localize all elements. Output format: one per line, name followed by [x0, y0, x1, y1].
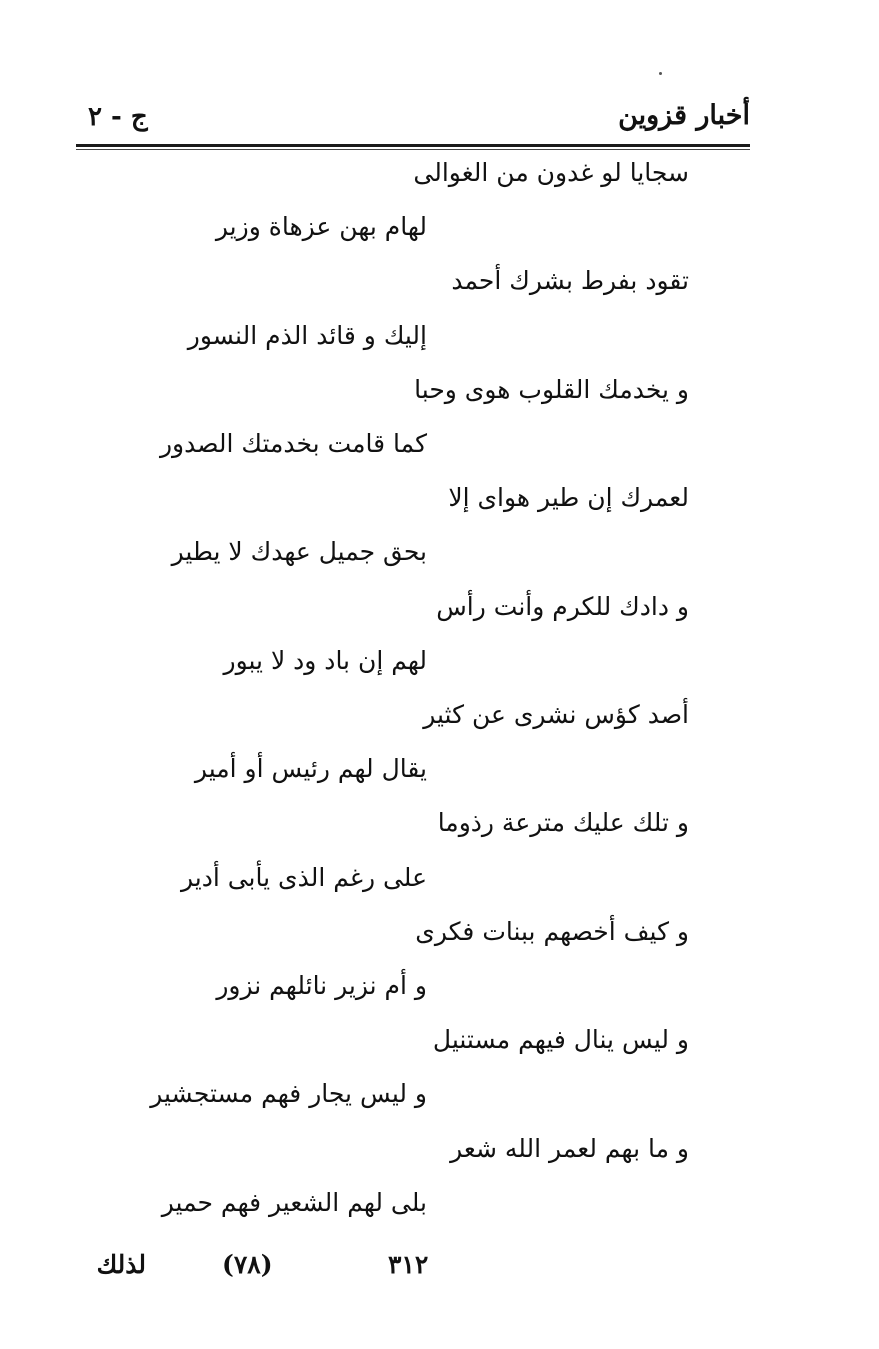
verse-line: و تلك عليك مترعة رذوما: [437, 808, 689, 837]
book-title: أخبار قزوين: [618, 100, 750, 131]
running-head: [78, 100, 750, 140]
header-rule-thin: [76, 149, 750, 150]
signature-mark: (٧٨): [222, 1250, 273, 1279]
verse-line: و كيف أخصهم ببنات فكرى: [415, 917, 689, 946]
verse-line: و أم نزير نائلهم نزور: [216, 971, 427, 1000]
verse-line: أصد كؤس نشرى عن كثير: [423, 700, 689, 729]
stray-mark: [659, 72, 662, 75]
verse-line: سجايا لو غدون من الغوالى: [413, 158, 689, 187]
header-rule: [76, 144, 750, 147]
verse-line: لعمرك إن طير هواى إلا: [448, 483, 689, 512]
verse-line: بحق جميل عهدك لا يطير: [171, 537, 427, 566]
verse-line: و دادك للكرم وأنت رأس: [436, 592, 689, 621]
verse-line: و ليس ينال فيهم مستنيل: [432, 1025, 689, 1054]
verse-line: و ليس يجار فهم مستجشير: [150, 1079, 427, 1108]
page-number: ٣١٢: [388, 1250, 429, 1279]
verse-line: يقال لهم رئيس أو أمير: [194, 754, 427, 783]
verse-line: و يخدمك القلوب هوى وحبا: [414, 375, 689, 404]
catchword: لذلك: [96, 1250, 146, 1279]
verse-line: كما قامت بخدمتك الصدور: [159, 429, 427, 458]
verse-line: لهم إن باد ود لا يبور: [223, 646, 427, 675]
verse-line: لهام بهن عزهاة وزير: [215, 212, 427, 241]
verse-line: و ما بهم لعمر الله شعر: [450, 1134, 689, 1163]
verse-line: على رغم الذى يأبى أدير: [180, 863, 427, 892]
verse-line: إليك و قائد الذم النسور: [187, 321, 427, 350]
verse-line: بلى لهم الشعير فهم حمير: [161, 1188, 427, 1217]
verse-line: تقود بفرط بشرك أحمد: [451, 266, 689, 295]
volume-label: ج - ٢: [88, 102, 148, 132]
